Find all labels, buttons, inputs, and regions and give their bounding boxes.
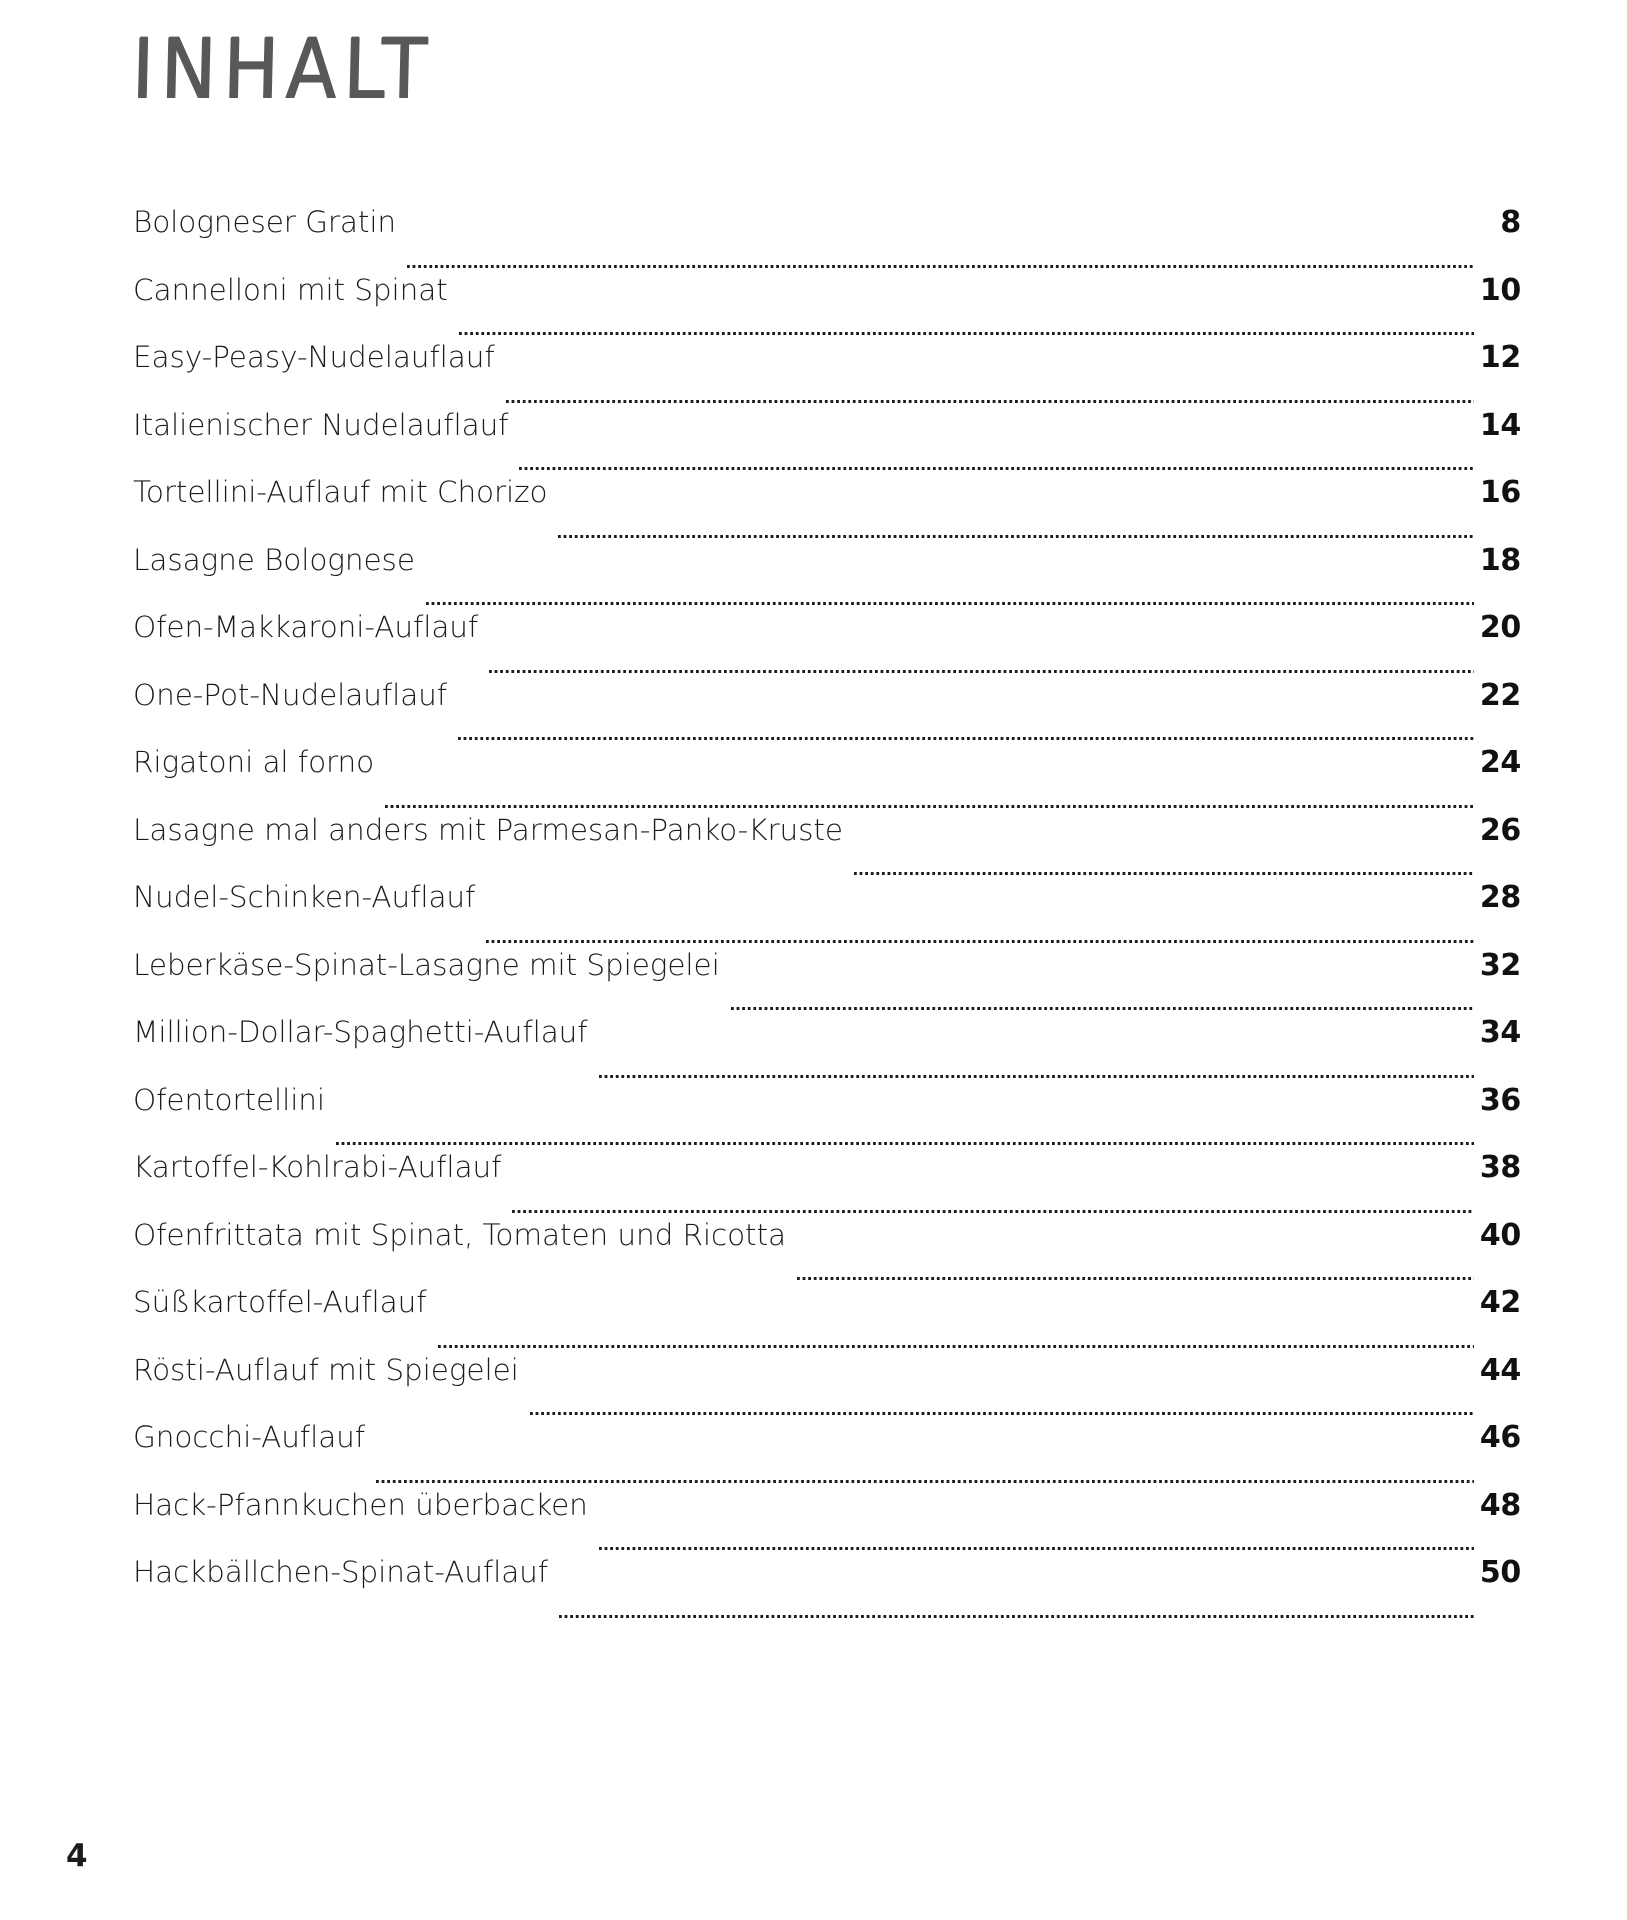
toc-leader-dots xyxy=(506,402,1474,403)
toc-entry-page-number: 36 xyxy=(1479,1082,1521,1118)
toc-entry-page-number: 48 xyxy=(1479,1487,1521,1523)
toc-leader-dots xyxy=(385,807,1474,808)
toc-entry-label: Lasagne mal anders mit Parmesan-Panko-Kruste xyxy=(133,812,843,847)
toc-leader-dots xyxy=(407,267,1474,268)
toc-entry[interactable] xyxy=(133,205,1521,273)
toc-entry-label: Ofenfrittata mit Spinat, Tomaten und Ricotta xyxy=(133,1217,786,1252)
toc-entry-label: Italienischer Nudelauflauf xyxy=(133,407,509,442)
toc-entry-page-number: 26 xyxy=(1479,812,1521,848)
toc-entry[interactable] xyxy=(133,543,1521,611)
toc-entry-page-number: 40 xyxy=(1479,1217,1521,1253)
toc-leader-dots xyxy=(376,1482,1474,1483)
toc-entry-page-number: 16 xyxy=(1479,475,1521,510)
toc-entry[interactable] xyxy=(133,475,1521,543)
toc-entry-label: One-Pot-Nudelauflauf xyxy=(133,677,448,712)
toc-entry[interactable] xyxy=(133,745,1521,813)
page-title: INHALT xyxy=(130,21,435,118)
toc-entry-label: Leberkäse-Spinat-Lasagne mit Spiegelei xyxy=(133,947,720,982)
toc-entry-page-number: 42 xyxy=(1479,1285,1521,1320)
toc-leader-dots xyxy=(458,739,1474,740)
toc-leader-dots xyxy=(426,604,1474,605)
toc-leader-dots xyxy=(599,1077,1474,1078)
toc-entry-label: Tortellini-Auflauf mit Chorizo xyxy=(133,475,548,509)
toc-entry-page-number: 50 xyxy=(1479,1555,1521,1590)
toc-leader-dots xyxy=(599,1549,1474,1550)
toc-leader-dots xyxy=(559,1617,1474,1618)
toc-entry[interactable] xyxy=(133,610,1521,678)
toc-entry-label: Easy-Peasy-Nudelauflauf xyxy=(133,340,495,374)
toc-entry-label: Ofen-Makkaroni-Auflauf xyxy=(133,610,479,644)
toc-leader-dots xyxy=(438,1347,1475,1348)
toc-leader-dots xyxy=(797,1279,1474,1280)
toc-entry[interactable] xyxy=(133,948,1521,1016)
toc-entry-page-number: 28 xyxy=(1479,880,1521,915)
toc-entry-list xyxy=(133,205,1521,1623)
toc-entry-label: Süßkartoffel-Auflauf xyxy=(133,1285,427,1319)
toc-entry-label: Nudel-Schinken-Auflauf xyxy=(133,880,476,914)
toc-entry-label: Million-Dollar-Spaghetti-Auflauf xyxy=(133,1015,588,1049)
toc-entry[interactable] xyxy=(133,1083,1521,1151)
toc-entry[interactable] xyxy=(133,273,1521,341)
toc-entry[interactable] xyxy=(133,1420,1521,1488)
toc-entry[interactable] xyxy=(133,340,1521,408)
toc-entry-label: Rigatoni al forno xyxy=(133,745,375,779)
toc-entry[interactable] xyxy=(133,1285,1521,1353)
toc-entry[interactable] xyxy=(133,1555,1521,1623)
toc-entry[interactable] xyxy=(133,678,1521,746)
toc-entry-page-number: 8 xyxy=(1500,205,1521,240)
toc-leader-dots xyxy=(530,1414,1474,1415)
toc-entry-page-number: 20 xyxy=(1479,610,1521,645)
toc-entry-page-number: 12 xyxy=(1479,340,1521,375)
toc-entry-page-number: 10 xyxy=(1479,272,1521,308)
toc-entry-label: Hack-Pfannkuchen überbacken xyxy=(133,1487,588,1522)
toc-entry[interactable] xyxy=(133,813,1521,881)
toc-entry-page-number: 24 xyxy=(1479,745,1521,780)
toc-leader-dots xyxy=(512,1212,1474,1213)
toc-entry[interactable] xyxy=(133,1150,1521,1218)
toc-entry-page-number: 32 xyxy=(1479,947,1521,983)
toc-leader-dots xyxy=(486,942,1474,943)
toc-leader-dots xyxy=(336,1144,1474,1145)
toc-leader-dots xyxy=(854,874,1474,875)
footer-page-number: 4 xyxy=(66,1838,88,1874)
toc-entry-label: Bologneser Gratin xyxy=(133,205,397,239)
toc-entry[interactable] xyxy=(133,1218,1521,1286)
toc-leader-dots xyxy=(519,469,1474,470)
toc-entry[interactable] xyxy=(133,1488,1521,1556)
toc-entry-label: Kartoffel-Kohlrabi-Auflauf xyxy=(133,1150,502,1184)
toc-entry-page-number: 18 xyxy=(1479,542,1521,578)
toc-entry-page-number: 14 xyxy=(1479,407,1521,443)
toc-entry[interactable] xyxy=(133,408,1521,476)
toc-entry-page-number: 34 xyxy=(1479,1015,1521,1050)
toc-leader-dots xyxy=(558,537,1474,538)
toc-leader-dots xyxy=(731,1009,1474,1010)
toc-entry-label: Hackbällchen-Spinat-Auflauf xyxy=(133,1555,549,1589)
toc-entry[interactable] xyxy=(133,880,1521,948)
toc-entry-label: Lasagne Bolognese xyxy=(133,542,415,577)
toc-entry-label: Cannelloni mit Spinat xyxy=(133,272,448,307)
toc-entry-page-number: 22 xyxy=(1479,677,1521,713)
toc-entry-page-number: 38 xyxy=(1479,1150,1521,1185)
toc-leader-dots xyxy=(489,672,1474,673)
toc-entry-label: Gnocchi-Auflauf xyxy=(133,1420,366,1454)
toc-entry-page-number: 46 xyxy=(1479,1420,1521,1455)
toc-entry-page-number: 44 xyxy=(1479,1352,1521,1388)
toc-entry[interactable] xyxy=(133,1353,1521,1421)
toc-entry[interactable] xyxy=(133,1015,1521,1083)
toc-entry-label: Rösti-Auflauf mit Spiegelei xyxy=(133,1352,519,1387)
toc-leader-dots xyxy=(459,334,1474,335)
toc-entry-label: Ofentortellini xyxy=(133,1082,325,1117)
